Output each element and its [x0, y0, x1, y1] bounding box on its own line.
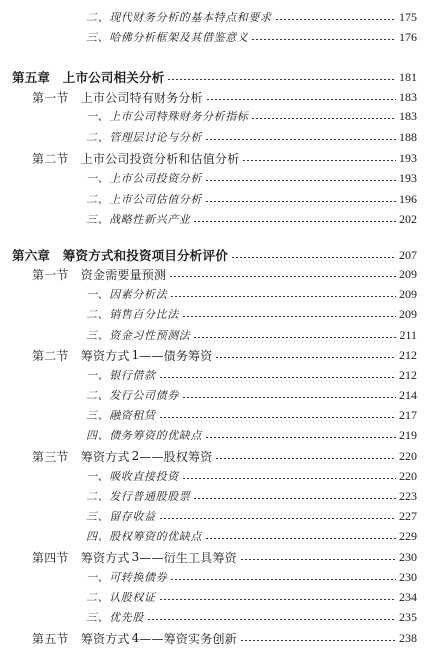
- toc-entry-title: 第二节 上市公司投资分析和估值分析: [32, 151, 240, 166]
- toc-entry-title: 二、上市公司估值分析: [86, 193, 202, 206]
- toc-page-number: 238: [399, 630, 417, 645]
- toc-subsection[interactable]: [0, 127, 427, 147]
- toc-subsection[interactable]: [0, 284, 427, 304]
- toc-entry-title: 三、优先股: [86, 611, 144, 624]
- toc-entry-title: 二、认股权证: [86, 591, 156, 604]
- toc-entry-title: 第一节 上市公司特有财务分析: [32, 90, 203, 105]
- toc-entry-title: 二、发行普通股股票: [86, 490, 191, 503]
- toc-subsection[interactable]: [0, 526, 427, 546]
- toc-entry-title: 一、可转换债券: [86, 571, 168, 584]
- toc-subsection[interactable]: [0, 106, 427, 126]
- dot-leader: [193, 498, 396, 499]
- toc-page-number: 234: [399, 589, 417, 604]
- toc-page-number: 220: [399, 468, 417, 483]
- toc-entry-title: 一、因素分析法: [86, 288, 168, 301]
- toc-page-number: 229: [399, 528, 417, 543]
- toc-page-number: 176: [399, 29, 417, 44]
- toc-page-number: 209: [399, 266, 417, 281]
- dot-leader: [193, 221, 396, 222]
- toc-entry-title: 第四节 筹资方式: [32, 550, 130, 565]
- toc-entry-title: 第五章 上市公司相关分析: [12, 70, 165, 85]
- toc-entry-title: 三、哈佛分析框架及其借鉴意义: [86, 31, 249, 44]
- toc-subsection[interactable]: [0, 304, 427, 324]
- toc-entry-title: 一、银行借款: [86, 369, 156, 382]
- toc-entry-title: 二、现代财务分析的基本特点和要求: [86, 11, 272, 24]
- dot-leader: [215, 357, 396, 358]
- toc-entry-number: 1: [131, 348, 140, 362]
- toc-entry-number: 4: [131, 631, 140, 645]
- toc-entry-title: 第三节 筹资方式: [32, 449, 130, 464]
- toc-entry-title: 三、融资租赁: [86, 409, 156, 422]
- toc-section[interactable]: [0, 446, 427, 466]
- toc-section[interactable]: [0, 547, 427, 567]
- toc-entry-title: 第六章 筹资方式和投资项目分析评价: [12, 248, 228, 263]
- toc-subsection[interactable]: [0, 486, 427, 506]
- dot-leader: [205, 180, 396, 181]
- dot-leader: [182, 478, 396, 479]
- toc-page-number: 181: [399, 69, 417, 84]
- toc-page-number: 223: [399, 488, 417, 503]
- dot-leader: [231, 257, 396, 258]
- toc-entry-number: 3: [131, 550, 140, 564]
- toc-page-number: 183: [399, 89, 417, 104]
- dot-leader: [182, 397, 396, 398]
- toc-subsection[interactable]: [0, 385, 427, 405]
- toc-subsection[interactable]: [0, 567, 427, 587]
- dot-leader: [251, 39, 396, 40]
- dot-leader: [167, 79, 396, 80]
- dot-leader: [170, 296, 396, 297]
- toc-page-number: 188: [399, 129, 417, 144]
- toc-subsection[interactable]: [0, 365, 427, 385]
- dot-leader: [193, 337, 396, 338]
- toc-page-number: 193: [399, 150, 417, 165]
- toc-subsection[interactable]: [0, 209, 427, 229]
- toc-entry-title: 四、股权筹资的优缺点: [86, 530, 202, 543]
- dot-leader: [205, 437, 396, 438]
- dot-leader: [159, 518, 396, 519]
- toc-subsection[interactable]: [0, 405, 427, 425]
- toc-subsection[interactable]: [0, 168, 427, 188]
- toc-entry-title-tail: ——股权筹资: [139, 449, 213, 464]
- toc-entry-title: 三、资金习性预测法: [86, 329, 191, 342]
- toc-subsection[interactable]: [0, 425, 427, 445]
- toc-entry-title: 二、管理层讨论与分析: [86, 131, 202, 144]
- dot-leader: [205, 139, 396, 140]
- toc-section[interactable]: [0, 264, 427, 284]
- toc-page-number: 202: [399, 211, 417, 226]
- toc-page-number: 227: [399, 508, 417, 523]
- toc-page-number: 193: [399, 170, 417, 185]
- dot-leader: [159, 417, 396, 418]
- toc-chapter[interactable]: [0, 67, 427, 87]
- dot-leader: [170, 579, 396, 580]
- dot-leader: [182, 316, 396, 317]
- toc-page-number: 211: [399, 327, 417, 342]
- toc-page-number: 230: [399, 549, 417, 564]
- toc-entry-title: 一、上市公司特殊财务分析指标: [86, 110, 249, 123]
- toc-chapter[interactable]: [0, 245, 427, 265]
- toc-entry-title: 一、吸收直接投资: [86, 470, 179, 483]
- toc-page-number: 175: [399, 9, 417, 24]
- toc-entry-title: 一、上市公司投资分析: [86, 172, 202, 185]
- toc-page-number: 230: [399, 569, 417, 584]
- toc-page-number: 212: [399, 367, 417, 382]
- toc-page-number: 196: [399, 191, 417, 206]
- toc-entry-title: 四、债务筹资的优缺点: [86, 429, 202, 442]
- toc-subsection[interactable]: [0, 506, 427, 526]
- dot-leader: [206, 99, 396, 100]
- toc-entry-title: 三、战略性新兴产业: [86, 213, 191, 226]
- toc-subsection[interactable]: [0, 587, 427, 607]
- toc-subsection[interactable]: [0, 325, 427, 345]
- toc-page-number: 219: [399, 427, 417, 442]
- dot-leader: [147, 619, 396, 620]
- toc-entry-title: 第二节 筹资方式: [32, 348, 130, 363]
- toc-page-number: 207: [399, 247, 417, 262]
- toc-page-number: 235: [399, 609, 417, 624]
- toc-page-number: 209: [399, 286, 417, 301]
- toc-subsection[interactable]: [0, 27, 427, 47]
- dot-leader: [159, 599, 396, 600]
- dot-leader: [240, 640, 396, 641]
- toc-subsection[interactable]: [0, 189, 427, 209]
- dot-leader: [159, 377, 396, 378]
- dot-leader: [205, 538, 396, 539]
- toc-page-number: 217: [399, 407, 417, 422]
- toc-page-number: 220: [399, 448, 417, 463]
- dot-leader: [251, 118, 396, 119]
- dot-leader: [205, 201, 396, 202]
- toc-entry-title: 二、销售百分比法: [86, 308, 179, 321]
- toc-entry-title-tail: ——债务筹资: [139, 348, 213, 363]
- dot-leader: [169, 276, 396, 277]
- dot-leader: [215, 458, 396, 459]
- toc-entry-title: 第一节 资金需要量预测: [32, 267, 167, 282]
- toc-entry-title-tail: ——衍生工具筹资: [139, 550, 237, 565]
- toc-page-number: 209: [399, 306, 417, 321]
- toc-entry-title: 第五节 筹资方式: [32, 631, 130, 646]
- dot-leader: [242, 160, 396, 161]
- toc-subsection[interactable]: [0, 466, 427, 486]
- toc-section[interactable]: [0, 345, 427, 365]
- toc-subsection[interactable]: [0, 607, 427, 627]
- dot-leader: [275, 19, 396, 20]
- toc-subsection[interactable]: [0, 7, 427, 27]
- toc-section[interactable]: [0, 148, 427, 168]
- toc-page-number: 183: [399, 108, 417, 123]
- toc-entry-title: 三、留存收益: [86, 510, 156, 523]
- toc-entry-title-tail: ——筹资实务创新: [139, 631, 237, 646]
- toc-entry-title: 二、发行公司债券: [86, 389, 179, 402]
- toc-section[interactable]: [0, 628, 427, 648]
- toc-page-number: 212: [399, 347, 417, 362]
- toc-section[interactable]: [0, 87, 427, 107]
- dot-leader: [240, 559, 396, 560]
- toc-entry-number: 2: [131, 449, 140, 463]
- toc-page-number: 214: [399, 387, 417, 402]
